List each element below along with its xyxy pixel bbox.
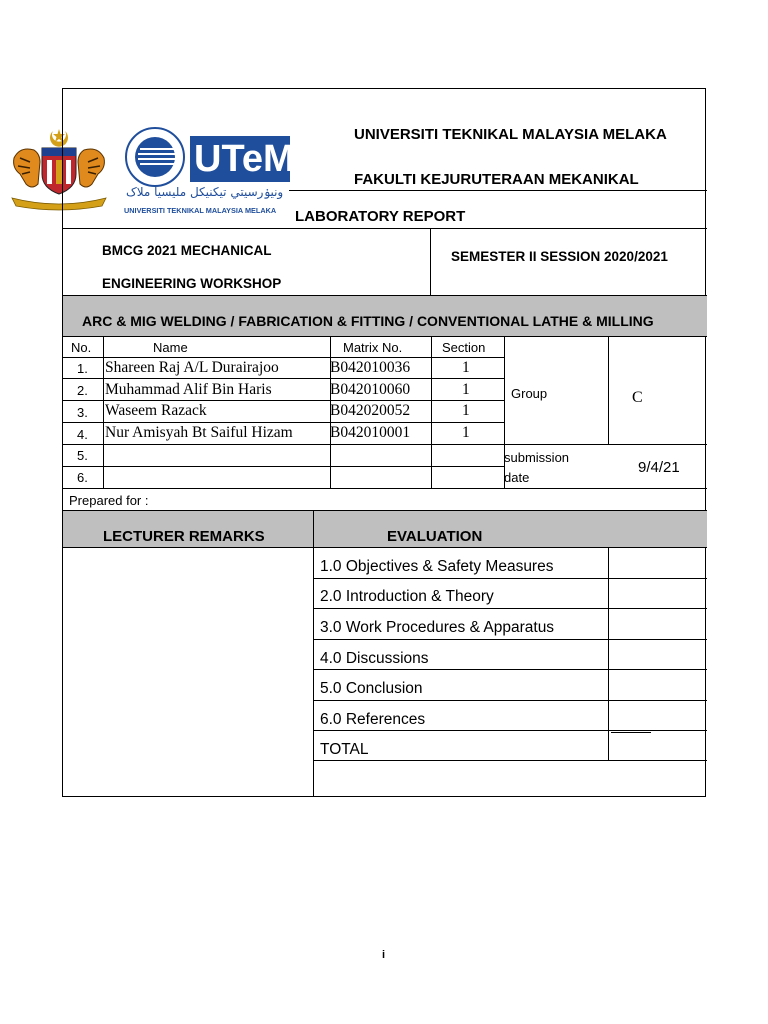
row-1-name: Shareen Raj A/L Durairajoo (105, 359, 279, 376)
group-value: C (632, 389, 643, 406)
utem-logo-jawi: ونيۏرسيتي تيکنيکل مليسيا ملاک (126, 185, 284, 199)
semester-session: SEMESTER II SESSION 2020/2021 (451, 249, 668, 264)
submission-label: submission (504, 450, 570, 465)
row-6-no: 6. (77, 470, 88, 485)
report-cover-sheet (62, 88, 706, 797)
row-5-no: 5. (77, 448, 88, 463)
row-2-name: Muhammad Alif Bin Haris (105, 381, 272, 398)
eval-item-procedures: 3.0 Work Procedures & Apparatus (320, 619, 555, 636)
col-header-section: Section (442, 340, 486, 355)
page-number: i (382, 949, 386, 961)
col-header-name: Name (153, 340, 188, 355)
course-code-line1: BMCG 2021 MECHANICAL (102, 243, 272, 258)
eval-item-objectives: 1.0 Objectives & Safety Measures (320, 558, 554, 575)
university-name: UNIVERSITI TEKNIKAL MALAYSIA MELAKA (354, 126, 667, 143)
row-1-section: 1 (462, 359, 470, 376)
course-code-line2: ENGINEERING WORKSHOP (102, 276, 282, 291)
col-header-matrix: Matrix No. (343, 340, 403, 355)
lecturer-remarks-header: LECTURER REMARKS (103, 528, 265, 545)
eval-item-introduction: 2.0 Introduction & Theory (320, 588, 494, 605)
eval-item-conclusion: 5.0 Conclusion (320, 680, 423, 697)
row-1-matrix: B042010036 (330, 359, 411, 376)
row-3-section: 1 (462, 402, 470, 419)
lab-topics: ARC & MIG WELDING / FABRICATION & FITTING / CONVENTIONAL LATHE & MILLING (82, 313, 654, 329)
group-label: Group (511, 386, 548, 401)
row-4-no: 4. (77, 427, 88, 442)
faculty-name: FAKULTI KEJURUTERAAN MEKANIKAL (354, 171, 639, 188)
utem-logo-wordmark: UTeM (194, 138, 295, 180)
row-2-no: 2. (77, 383, 88, 398)
row-3-matrix: B042020052 (330, 402, 411, 419)
row-3-name: Waseem Razack (105, 402, 207, 419)
col-header-no: No. (71, 340, 92, 355)
row-2-matrix: B042010060 (330, 381, 411, 398)
submission-label-date: date (504, 470, 530, 485)
eval-item-references: 6.0 References (320, 711, 426, 728)
row-3-no: 3. (77, 405, 88, 420)
eval-item-total: TOTAL (320, 741, 369, 758)
row-1-no: 1. (77, 361, 88, 376)
row-4-section: 1 (462, 424, 470, 441)
row-4-name: Nur Amisyah Bt Saiful Hizam (105, 424, 293, 441)
eval-item-discussions: 4.0 Discussions (320, 650, 429, 667)
evaluation-header: EVALUATION (387, 528, 483, 545)
prepared-for-label: Prepared for : (69, 493, 149, 508)
utem-logo-caption: UNIVERSITI TEKNIKAL MALAYSIA MELAKA (124, 206, 277, 215)
row-2-section: 1 (462, 381, 470, 398)
report-type: LABORATORY REPORT (295, 208, 466, 225)
submission-date-value: 9/4/21 (638, 459, 680, 476)
row-4-matrix: B042010001 (330, 424, 411, 441)
